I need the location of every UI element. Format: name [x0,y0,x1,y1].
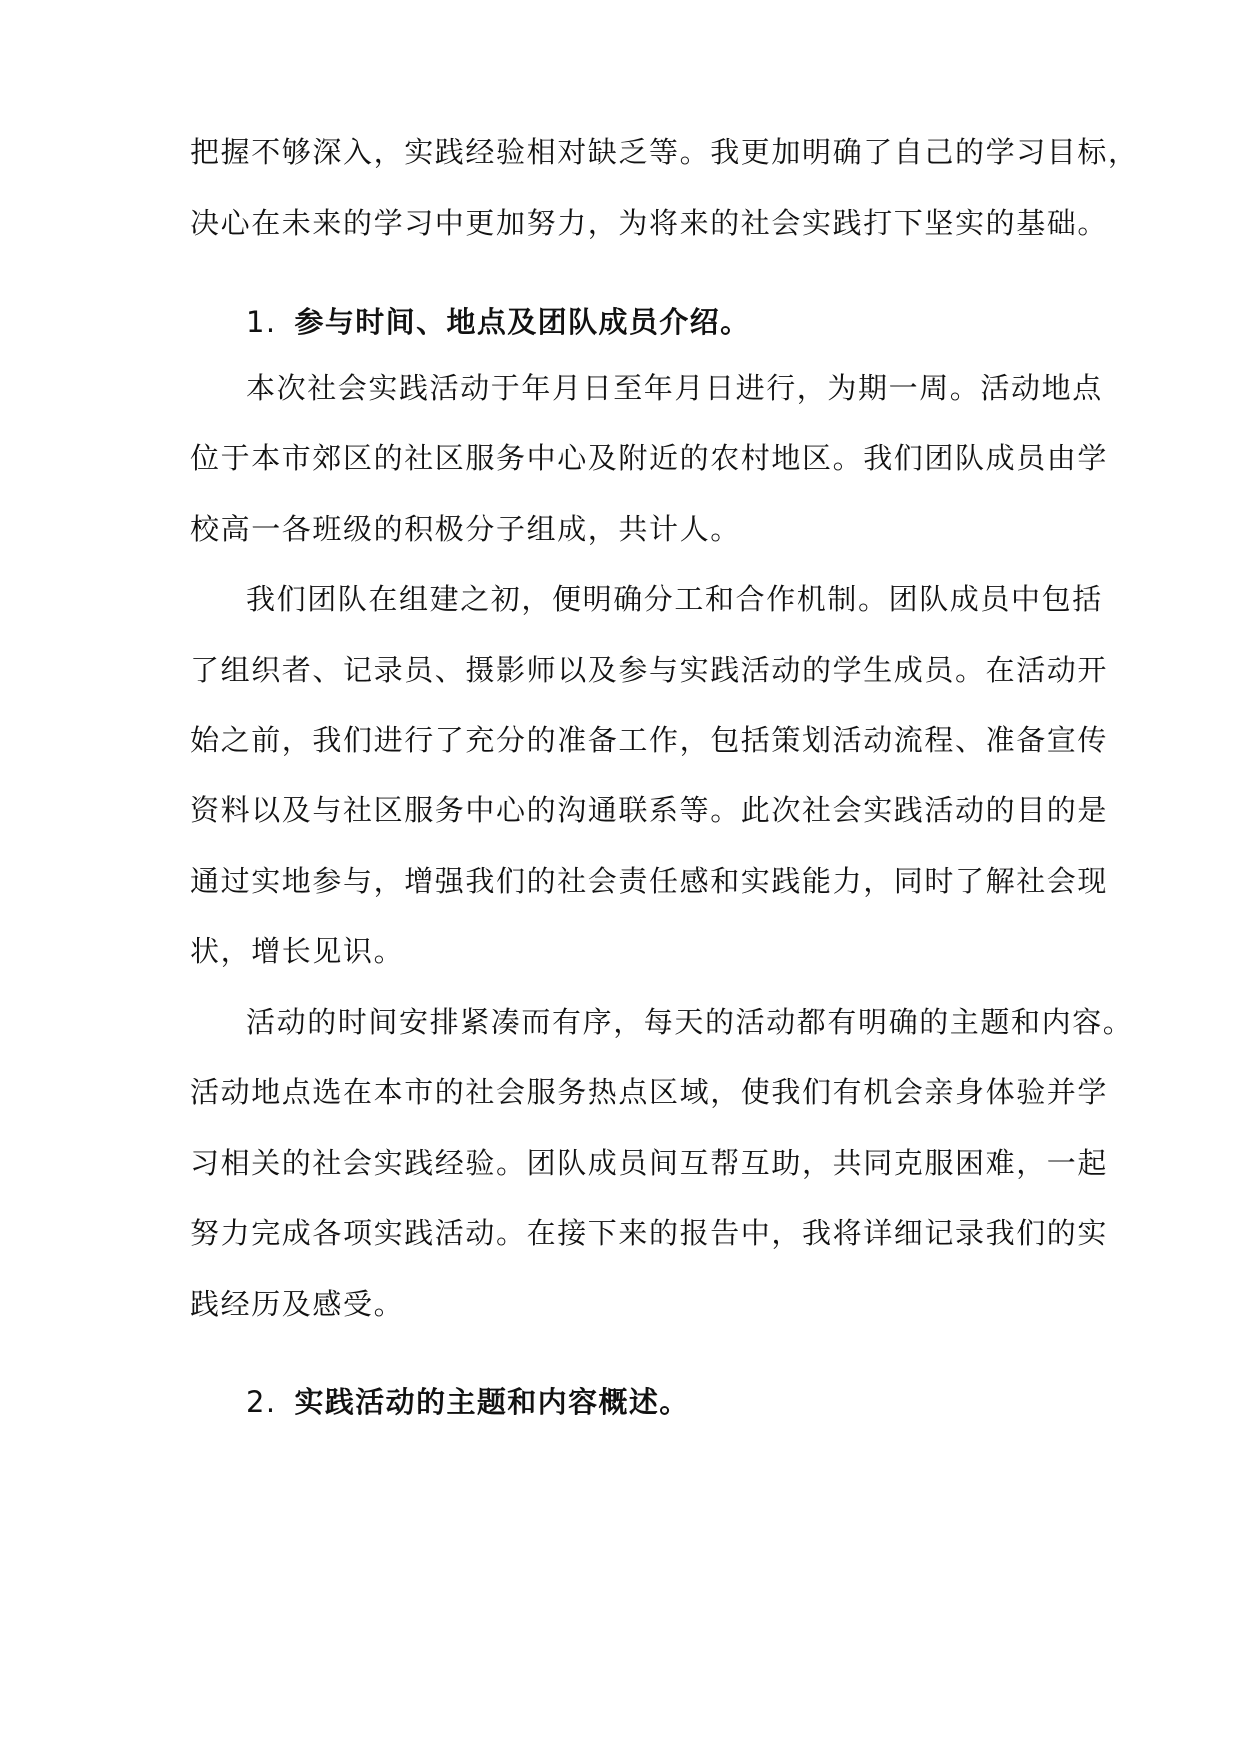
s1-p1-line-2: 位于本市郊区的社区服务中心及附近的农村地区。我们团队成员由学 [190,441,1109,475]
section-2-heading [246,1382,690,1422]
section-2-title: 实践活动的主题和内容概述。 [294,1385,690,1419]
s1-p1-line-3: 校高一各班级的积极分子组成，共计人。 [190,512,741,546]
s1-p3-line-2: 活动地点选在本市的社会服务热点区域，使我们有机会亲身体验并学 [190,1075,1109,1109]
section-1-number: 1. [246,305,277,339]
section-1-heading [246,302,751,342]
section-2-number: 2. [246,1385,277,1419]
s1-p2-line-6: 状，增长见识。 [190,934,405,968]
s1-p3-line-1: 活动的时间安排紧凑而有序，每天的活动都有明确的主题和内容。 [246,1005,1134,1039]
intro-line-2: 决心在未来的学习中更加努力，为将来的社会实践打下坚实的基础。 [190,206,1109,240]
s1-p3-line-3: 习相关的社会实践经验。团队成员间互帮互助，共同克服困难，一起 [190,1146,1109,1180]
s1-p2-line-3: 始之前，我们进行了充分的准备工作，包括策划活动流程、准备宣传 [190,723,1109,757]
s1-p2-line-5: 通过实地参与，增强我们的社会责任感和实践能力，同时了解社会现 [190,864,1109,898]
s1-p3-line-4: 努力完成各项实践活动。在接下来的报告中，我将详细记录我们的实 [190,1216,1109,1250]
s1-p2-line-4: 资料以及与社区服务中心的沟通联系等。此次社会实践活动的目的是 [190,793,1109,827]
s1-p2-line-1: 我们团队在组建之初，便明确分工和合作机制。团队成员中包括 [246,582,1103,616]
s1-p2-line-2: 了组织者、记录员、摄影师以及参与实践活动的学生成员。在活动开 [190,653,1109,687]
intro-line-1: 把握不够深入，实践经验相对缺乏等。我更加明确了自己的学习目标， [190,135,1139,169]
section-1-title: 参与时间、地点及团队成员介绍。 [294,305,751,339]
s1-p3-line-5: 践经历及感受。 [190,1287,405,1321]
s1-p1-line-1: 本次社会实践活动于年月日至年月日进行，为期一周。活动地点 [246,371,1103,405]
